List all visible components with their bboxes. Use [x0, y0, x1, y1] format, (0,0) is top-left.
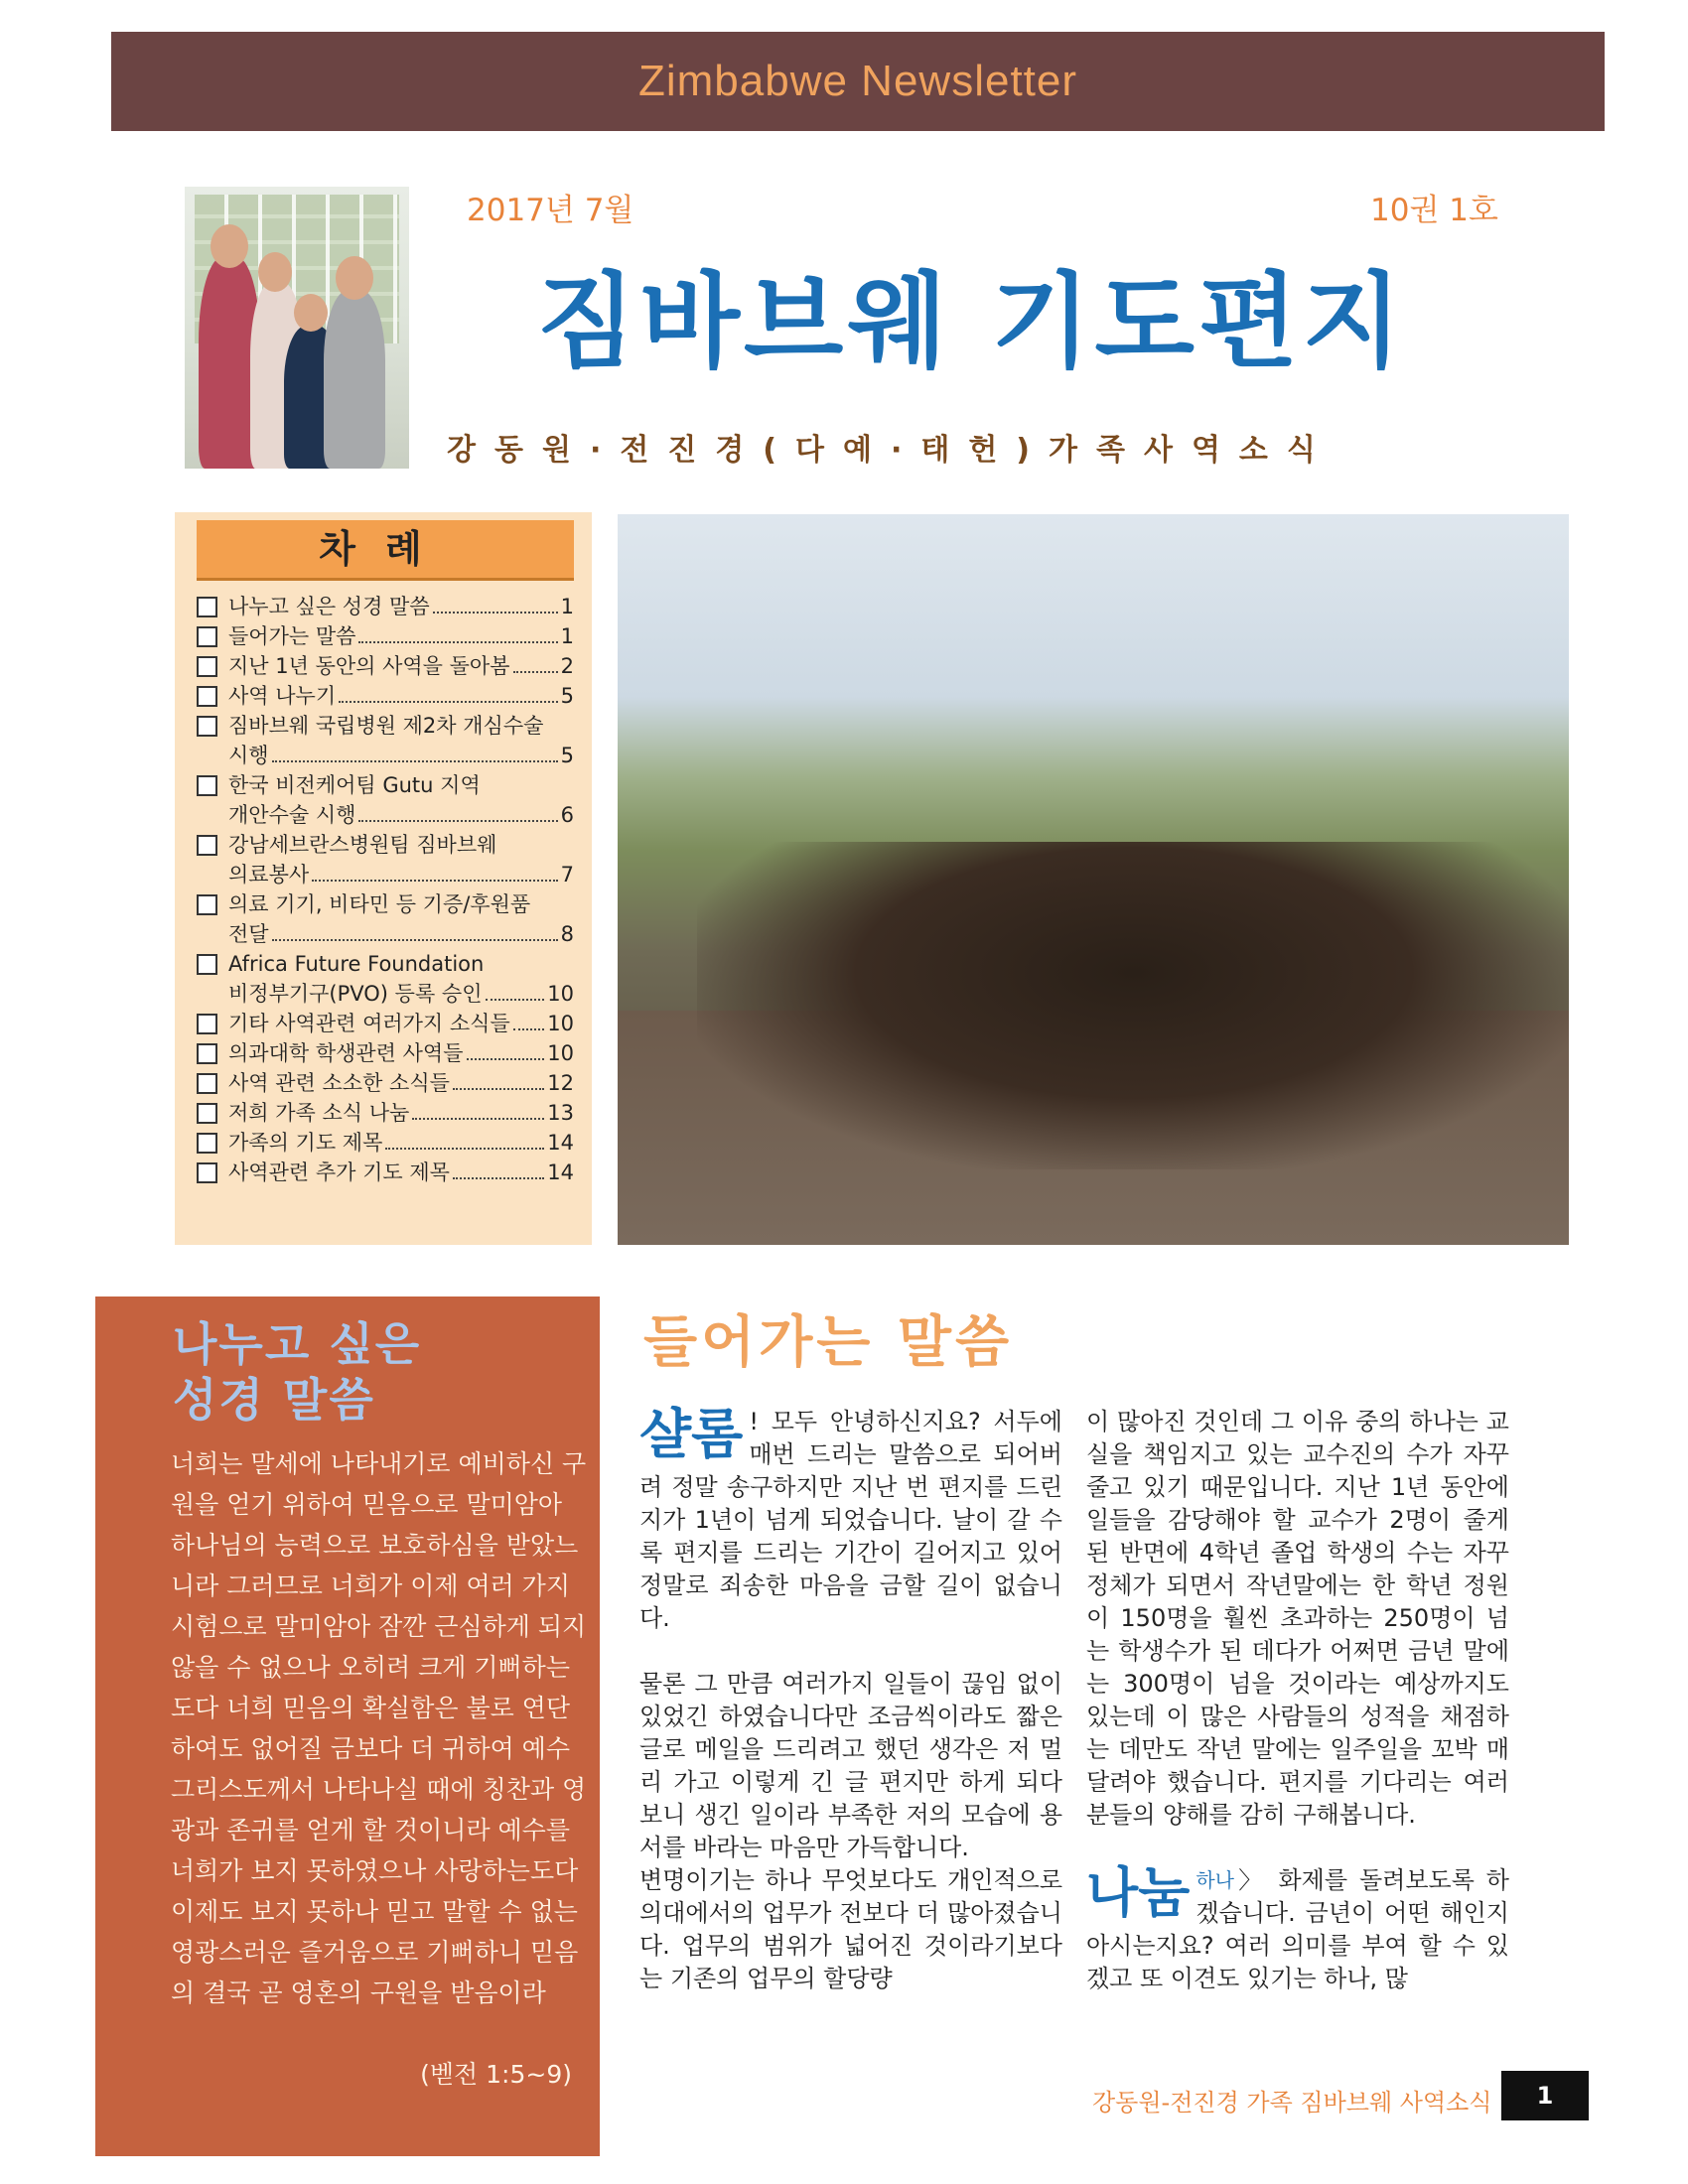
intro-paragraph-1-text: ! 모두 안녕하신지요? 서두에 매번 드리는 말씀으로 되어버려 정말 송구하지만 지난 번 편지를 드린 지가 1년이 넘게 되었습니다. 날이 갈 수록 편지를 드리는 기간이 길어지고 있어 정말로 죄송한 마음을 금할 길이 없습니다.: [639, 1408, 1062, 1632]
toc-item-label: 전달: [228, 922, 269, 946]
checkbox-icon: [197, 656, 217, 677]
toc-item-page: 8: [560, 922, 574, 946]
toc-item-label: 들어가는 말씀: [228, 624, 356, 648]
mission-photo: [618, 514, 1569, 1245]
banner-title: Zimbabwe Newsletter: [637, 57, 1078, 105]
toc-item-label: 사역 나누기: [228, 684, 337, 708]
toc-item: [197, 651, 574, 681]
checkbox-icon: [197, 597, 217, 617]
intro-column-left: [639, 1403, 1062, 1995]
toc-item-page: 10: [547, 982, 574, 1006]
toc-item-label: 나누고 싶은 성경 말씀: [228, 595, 430, 618]
intro-title: 들어가는 말씀: [643, 1310, 1014, 1375]
intro-paragraph-3: 변명이기는 하나 무엇보다도 개인적으로 의대에서의 업무가 전보다 더 많아졌습니다. 업무의 범위가 넓어진 것이라기보다는 기존의 업무의 할당량: [639, 1866, 1062, 1992]
toc-item: [197, 770, 574, 830]
toc-item: [197, 1158, 574, 1187]
toc-item-page: 1: [560, 624, 574, 648]
toc-item-label: 사역관련 추가 기도 제목: [228, 1160, 450, 1184]
checkbox-icon: [197, 1162, 217, 1183]
toc-item-label: 짐바브웨 국립병원 제2차 개심수술: [228, 714, 544, 738]
page-subtitle: 강동원·전진경(다예·태헌)가족사역소식: [447, 433, 1335, 468]
toc-item-page: 2: [560, 654, 574, 678]
toc-item-label: 강남세브란스병원팀 짐바브웨: [228, 833, 497, 857]
toc-item-label: 의과대학 학생관련 사역들: [228, 1041, 464, 1065]
toc-item-page: 1: [560, 595, 574, 618]
checkbox-icon: [197, 954, 217, 975]
intro-paragraph-5-text: 〉 화제를 돌려보도록 하겠습니다. 금년이 어떤 해인지 아시는지요? 여러 의미를 부여 할 수 있겠고 또 이견도 있기는 하나, 많: [1086, 1866, 1509, 1992]
dropcap-shalom: 샬롬: [639, 1403, 744, 1465]
toc-item: [197, 889, 574, 949]
scripture-title-line1: 나누고 싶은: [173, 1317, 422, 1371]
toc-item: [197, 1009, 574, 1038]
toc-item-page: 7: [560, 863, 574, 887]
toc-item-label: 비정부기구(PVO) 등록 승인: [228, 982, 483, 1006]
toc-item: [197, 1038, 574, 1068]
intro-paragraph-1: [639, 1403, 1062, 1635]
toc-item-label: 의료봉사: [228, 863, 310, 887]
toc-item: [197, 949, 574, 1009]
issue-volume: 10권 1호: [1370, 193, 1498, 228]
toc-item-label: 개안수술 시행: [228, 803, 356, 827]
toc-item-page: 10: [547, 1012, 574, 1035]
toc-item-label: Africa Future Foundation: [228, 952, 485, 976]
toc-item-page: 10: [547, 1041, 574, 1065]
toc-item: [197, 1128, 574, 1158]
checkbox-icon: [197, 1133, 217, 1154]
toc-item-page: 5: [560, 744, 574, 767]
newsletter-banner: [111, 32, 1605, 131]
toc-item: [197, 711, 574, 770]
toc-item: [197, 621, 574, 651]
dropcap-sharing-sup: 하나: [1196, 1868, 1234, 1892]
toc-item-label: 한국 비전케어팀 Gutu 지역: [228, 773, 481, 797]
toc-item-label: 지난 1년 동안의 사역을 돌아봄: [228, 654, 510, 678]
scripture-reference: (벧전 1:5~9): [420, 2060, 572, 2089]
toc-item-label: 시행: [228, 744, 269, 767]
intro-column-right: [1086, 1406, 1509, 1995]
toc-item: [197, 592, 574, 621]
toc-item: [197, 830, 574, 889]
table-of-contents: [175, 512, 592, 1245]
toc-item: [197, 681, 574, 711]
intro-paragraph-2: 물론 그 만큼 여러가지 일들이 끊임 없이 있었긴 하였습니다만 조금씩이라도 짧은 글로 메일을 드리려고 했던 생각은 저 멀리 가고 이렇게 긴 글 편지만 하게 되다 보니 생긴 일이라 부족한 저의 모습에 용서를 바라는 마음만 가득합니다.: [639, 1670, 1062, 1861]
family-photo: [185, 187, 409, 469]
checkbox-icon: [197, 716, 217, 737]
scripture-title: [173, 1316, 590, 1428]
toc-item-label: 사역 관련 소소한 소식들: [228, 1071, 450, 1095]
footer-text: 강동원-전진경 가족 짐바브웨 사역소식: [1092, 2089, 1492, 2116]
checkbox-icon: [197, 1073, 217, 1094]
toc-item-page: 5: [560, 684, 574, 708]
toc-item-page: 13: [547, 1101, 574, 1125]
scripture-title-line2: 성경 말씀: [173, 1373, 375, 1427]
checkbox-icon: [197, 894, 217, 915]
toc-list: [197, 592, 574, 1187]
toc-item-page: 14: [547, 1131, 574, 1155]
toc-item-label: 가족의 기도 제목: [228, 1131, 383, 1155]
checkbox-icon: [197, 835, 217, 856]
checkbox-icon: [197, 1103, 217, 1124]
toc-item-label: 기타 사역관련 여러가지 소식들: [228, 1012, 510, 1035]
dropcap-sharing: 나눔: [1086, 1861, 1191, 1924]
toc-item-page: 12: [547, 1071, 574, 1095]
checkbox-icon: [197, 626, 217, 647]
toc-item-label: 저희 가족 소식 나눔: [228, 1101, 410, 1125]
scripture-box: [95, 1297, 600, 2156]
issue-date: 2017년 7월: [467, 193, 634, 228]
page-title: 짐바브웨 기도편지: [536, 261, 1406, 382]
checkbox-icon: [197, 1043, 217, 1064]
toc-item: [197, 1098, 574, 1128]
checkbox-icon: [197, 775, 217, 796]
toc-item-page: 6: [560, 803, 574, 827]
intro-paragraph-4: 이 많아진 것인데 그 이유 중의 하나는 교실을 책임지고 있는 교수진의 수가 자꾸 줄고 있기 때문입니다. 지난 1년 동안에 일들을 감당해야 할 교수가 2명이 줄게 된 반면에 4학년 졸업 학생의 수는 자꾸 정체가 되면서 작년말에는 한 학년 정원이 150명을 훨씬 초과하는 250명이 넘는 학생수가 된 데다가 어쩌면 금년 말에는 300명이 넘을 것이라는 예상까지도 있는데 이 많은 사람들의 성적을 채점하는 데만도 작년 말에는 일주일을 꼬박 매달려야 했습니다. 편지를 기다리는 여러분들의 양해를 감히 구해봅니다.: [1086, 1408, 1509, 1829]
toc-item: [197, 1068, 574, 1098]
checkbox-icon: [197, 1014, 217, 1034]
page-number: 1: [1501, 2071, 1589, 2120]
scripture-body: 너희는 말세에 나타내기로 예비하신 구원을 얻기 위하여 믿음으로 말미암아 하나님의 능력으로 보호하심을 받았느니라 그러므로 너희가 이제 여러 가지 시험으로 말미암아 잠깐 근심하게 되지 않을 수 없으나 오히려 크게 기뻐하는도다 너희 믿음의 확실함은 불로 연단하여도 없어질 금보다 더 귀하여 예수 그리스도께서 나타나실 때에 칭찬과 영광과 존귀를 얻게 할 것이니라 예수를 너희가 보지 못하였으나 사랑하는도다 이제도 보지 못하나 믿고 말할 수 없는 영광스러운 즐거움으로 기뻐하니 믿음의 결국 곧 영혼의 구원을 받음이라: [171, 1449, 587, 2007]
intro-paragraph-5: [1086, 1861, 1509, 1995]
toc-item-page: 14: [547, 1160, 574, 1184]
checkbox-icon: [197, 686, 217, 707]
toc-item-label: 의료 기기, 비타민 등 기증/후원품: [228, 892, 531, 916]
toc-title: 차례: [197, 520, 574, 581]
